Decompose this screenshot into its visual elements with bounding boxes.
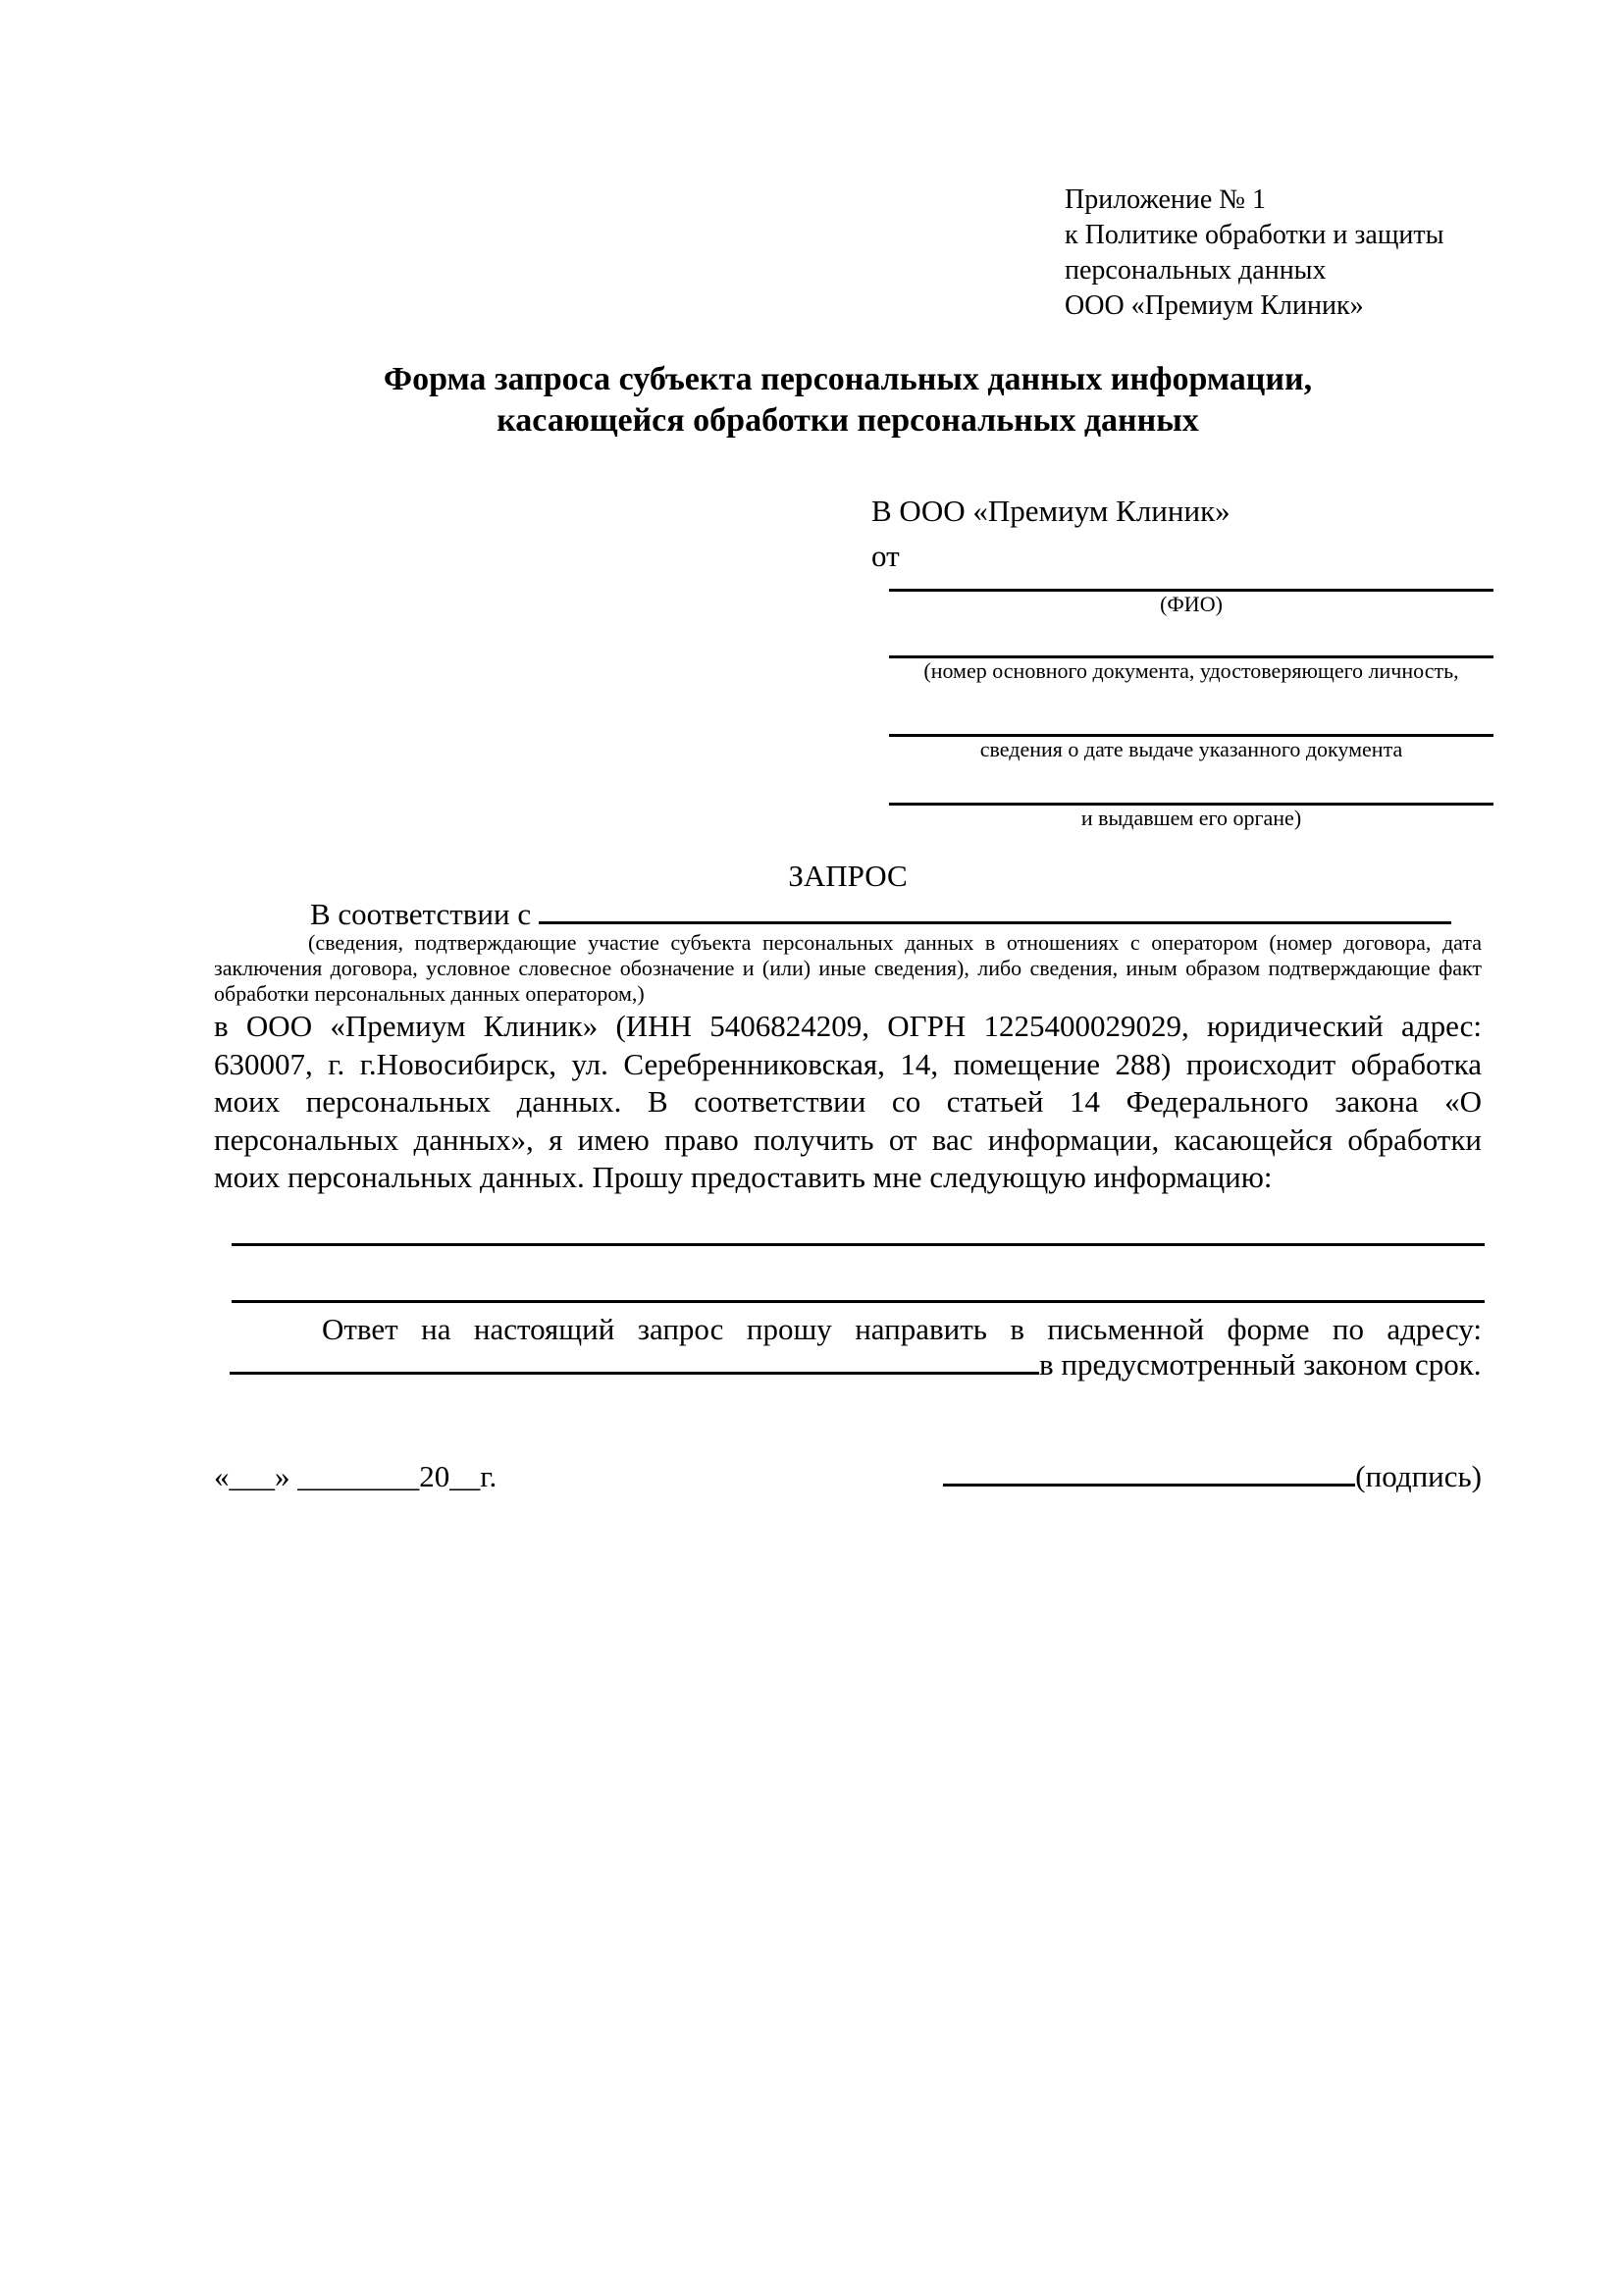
request-body-line-3: моих персональных данных. В соответствии со статьей 14 Федерального закона «О (214, 1084, 1482, 1119)
appendix-header-line-3: персональных данных (1065, 255, 1327, 286)
request-heading: ЗАПРОС (788, 859, 908, 893)
issue-date-caption: сведения о дате выдаче указанного документа (979, 737, 1403, 761)
basis-prefix: В соответствии с (310, 897, 532, 931)
basis-footnote-line-3: обработки персональных данных оператором,) (214, 981, 645, 1006)
addressee-from-label: от (871, 539, 900, 573)
issuing-authority-caption: и выдавшем его органе) (1080, 806, 1302, 830)
appendix-header (1065, 183, 1443, 324)
requested-info-blank-line-2[interactable] (232, 1300, 1485, 1303)
reply-deadline-text: в предусмотренный законом срок. (1039, 1347, 1482, 1382)
request-body (214, 1008, 1482, 1197)
document-title-line-1: Форма запроса субъекта персональных данных информации, (383, 361, 1313, 397)
fio-caption: (ФИО) (1160, 592, 1223, 616)
request-body-line-5: моих персональных данных. Прошу предоставить мне следующую информацию: (214, 1160, 1273, 1194)
document-title (214, 359, 1482, 442)
appendix-header-line-4: ООО «Премиум Клиник» (1065, 290, 1364, 321)
basis-footnote-line-1: (сведения, подтверждающие участие субъекта персональных данных в отношениях с оператором (номер договора, дата (308, 930, 1482, 955)
date-signature-row (214, 1458, 1482, 1495)
appendix-header-line-2: к Политике обработки и защиты (1065, 220, 1444, 250)
addressee-organization: В ООО «Премиум Клиник» (871, 494, 1230, 528)
document-title-line-2: касающейся обработки персональных данных (497, 402, 1199, 439)
appendix-header-line-1: Приложение № 1 (1065, 184, 1266, 215)
addressee-block (871, 493, 1493, 831)
basis-footnote-line-2: заключения договора, условное словесное обозначение и (или) иные сведения), либо сведения, иным образом подтверждающие факт (214, 956, 1482, 980)
request-body-line-2: 630007, г. г.Новосибирск, ул. Серебренниковская, 14, помещение 288) происходит обработка (214, 1046, 1482, 1081)
request-body-line-4: персональных данных», я имею право получить от вас информации, касающейся обработки (214, 1122, 1482, 1157)
signature-blank-line[interactable] (943, 1480, 1355, 1487)
basis-blank-line[interactable] (539, 917, 1451, 924)
basis-footnote (214, 930, 1482, 1007)
document-number-caption: (номер основного документа, удостоверяющего личность, (923, 658, 1459, 683)
reply-instruction: Ответ на настоящий запрос прошу направить в письменной форме по адресу: (322, 1312, 1482, 1346)
date-blank[interactable]: «___» ________20__г. (214, 1459, 497, 1493)
reply-address-blank-line[interactable] (230, 1368, 1039, 1375)
signature-caption: (подпись) (1355, 1459, 1482, 1493)
signature-group (943, 1458, 1482, 1495)
requested-info-blank-line-1[interactable] (232, 1243, 1485, 1246)
reply-address-line (214, 1346, 1482, 1383)
basis-line (214, 896, 1482, 933)
request-body-line-1: в ООО «Премиум Клиник» (ИНН 5406824209, ОГРН 1225400029029, юридический адрес: (214, 1009, 1482, 1043)
